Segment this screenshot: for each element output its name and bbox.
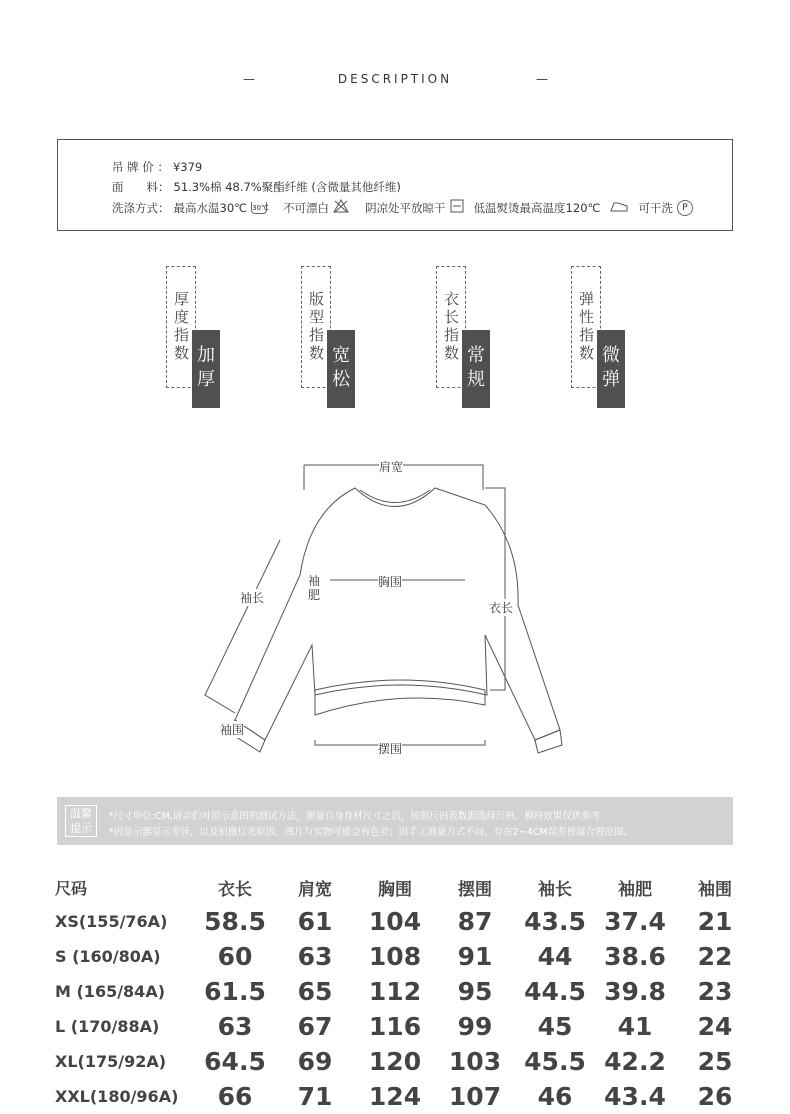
care-text: 可干洗: [638, 200, 673, 215]
header-cuff: 袖围: [698, 879, 732, 900]
label-length: 衣长: [489, 601, 514, 615]
index-value: 宽松: [327, 330, 355, 408]
measure-cell: 69: [297, 1047, 333, 1076]
measure-cell: 26: [697, 1082, 733, 1111]
title-dash-right: —: [536, 72, 548, 86]
measure-cell: 107: [448, 1082, 502, 1111]
measure-cell: 87: [457, 907, 493, 936]
fabric-value: 51.3%棉 48.7%聚酯纤维 (含微量其他纤维): [173, 180, 401, 194]
tip-line-2: *因显示器显示差异，以及拍摄灯光原因，图片与实物可能会有色差；因手工测量方式不同，存在2~4CM误差皆属合理范围。: [109, 827, 634, 838]
tip-badge: [65, 805, 97, 837]
measure-cell: 45: [537, 1012, 573, 1041]
index-value: 微弹: [597, 330, 625, 408]
care-text: 不可漂白: [283, 200, 330, 215]
table-row: [55, 904, 755, 939]
table-row: [55, 939, 755, 974]
measure-cell: 46: [537, 1082, 573, 1111]
measure-cell: 41: [617, 1012, 653, 1041]
header-shoulder: 肩宽: [298, 879, 332, 900]
measure-cell: 95: [457, 977, 493, 1006]
measure-cell: 64.5: [204, 1047, 266, 1076]
measure-cell: 66: [217, 1082, 253, 1111]
measure-cell: 43.5: [524, 907, 586, 936]
flat-dry-icon: [450, 199, 464, 216]
label-sleeve-width: 袖肥: [308, 574, 321, 602]
care-text: 阴凉处平放晾干: [365, 200, 446, 215]
header-chest: 胸围: [378, 879, 412, 900]
table-row: [55, 1009, 755, 1044]
size-table: [55, 870, 755, 1114]
measure-cell: 116: [368, 1012, 422, 1041]
care-text: 最高水温30℃: [173, 200, 248, 215]
label-shoulder: 肩宽: [379, 460, 404, 474]
size-cell: XS(155/76A): [55, 912, 168, 931]
measure-cell: 124: [368, 1082, 422, 1111]
index-label: 厚度指数: [174, 290, 190, 362]
iron-icon: [610, 200, 628, 215]
measure-cell: 71: [297, 1082, 333, 1111]
wash-tub-icon: 30℃: [252, 203, 269, 212]
header-sleeve-length: 袖长: [538, 879, 572, 900]
measure-cell: 104: [368, 907, 422, 936]
wash-label: 洗涤方式：: [112, 200, 170, 215]
measure-cell: 61.5: [204, 977, 266, 1006]
label-hem: 摆围: [378, 742, 403, 756]
table-row: [55, 974, 755, 1009]
size-cell: L (170/88A): [55, 1017, 160, 1036]
measure-cell: 65: [297, 977, 333, 1006]
size-cell: S (160/80A): [55, 947, 161, 966]
price-value: ¥379: [172, 160, 203, 174]
index-value: 加厚: [192, 330, 220, 408]
label-cuff: 袖围: [220, 723, 245, 737]
page-title: DESCRIPTION: [337, 72, 453, 86]
index-label: 衣长指数: [444, 290, 460, 362]
measure-cell: 24: [697, 1012, 733, 1041]
tip-badge-line: 提示: [70, 822, 92, 835]
measure-cell: 37.4: [604, 907, 666, 936]
no-bleach-icon: [333, 199, 349, 216]
measure-cell: 43.4: [604, 1082, 666, 1111]
tip-line-1: *尺寸单位:CM,请亲们对照示意图的测试方法，测量自身身材尺寸之后，按照尺码表数据选择尺码，模特效果仅供参考: [109, 811, 601, 822]
measure-cell: 44.5: [524, 977, 586, 1006]
header-size: 尺码: [55, 878, 88, 898]
measure-cell: 58.5: [204, 907, 266, 936]
index-label: 弹性指数: [579, 290, 595, 362]
size-cell: XL(175/92A): [55, 1052, 167, 1071]
dry-clean-icon: P: [677, 200, 693, 216]
measure-cell: 38.6: [604, 942, 666, 971]
measure-cell: 23: [697, 977, 733, 1006]
header-hem: 摆围: [458, 879, 492, 900]
measure-cell: 91: [457, 942, 493, 971]
measure-cell: 112: [368, 977, 422, 1006]
label-sleeve-length: 袖长: [240, 591, 265, 605]
table-header-row: [55, 870, 755, 904]
header-sleeve-width: 袖肥: [618, 879, 652, 900]
tip-badge-line: 温馨: [70, 807, 92, 820]
measure-cell: 61: [297, 907, 333, 936]
size-cell: XXL(180/96A): [55, 1087, 179, 1106]
measure-cell: 39.8: [604, 977, 666, 1006]
measure-cell: 67: [297, 1012, 333, 1041]
measure-cell: 42.2: [604, 1047, 666, 1076]
price-label: 吊 牌 价 ：: [112, 160, 169, 174]
product-info-box: [57, 139, 733, 231]
label-chest: 胸围: [378, 575, 403, 589]
size-cell: M (165/84A): [55, 982, 166, 1001]
tip-banner: [57, 797, 733, 845]
measure-cell: 44: [537, 942, 573, 971]
header-length: 衣长: [218, 879, 252, 900]
measure-cell: 103: [448, 1047, 502, 1076]
measure-cell: 21: [697, 907, 733, 936]
table-row: [55, 1044, 755, 1079]
measure-cell: 22: [697, 942, 733, 971]
index-value: 常规: [462, 330, 490, 408]
measure-cell: 108: [368, 942, 422, 971]
table-row: [55, 1079, 755, 1114]
measure-cell: 63: [297, 942, 333, 971]
measure-cell: 45.5: [524, 1047, 586, 1076]
measure-cell: 99: [457, 1012, 493, 1041]
measure-cell: 120: [368, 1047, 422, 1076]
title-dash-left: —: [243, 72, 255, 86]
measure-cell: 63: [217, 1012, 253, 1041]
care-text: 低温熨烫最高温度120℃: [473, 200, 601, 215]
measure-cell: 60: [217, 942, 253, 971]
measure-cell: 25: [697, 1047, 733, 1076]
fabric-label: 面 料：: [112, 180, 170, 194]
index-label: 版型指数: [309, 290, 325, 362]
